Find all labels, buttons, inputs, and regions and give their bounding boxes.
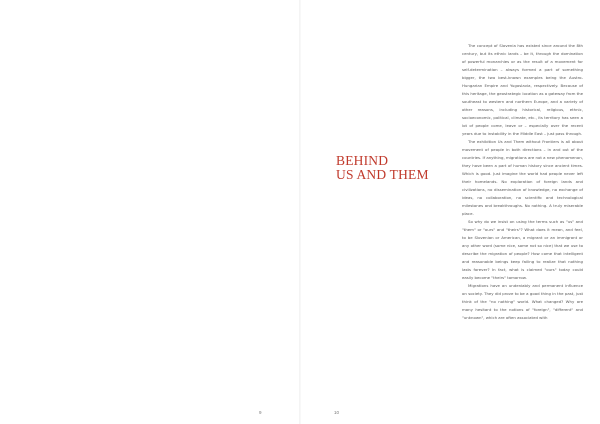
- page-number-left: 9: [259, 410, 262, 415]
- paragraph: The exhibition Us and Them without Frontiers is all about movement of people in both directions – in and out of the countries. If anything, migrations are not a new phenomenon, they have been a part of human history since ancient times. Which is good. Just imagine the world had people never left their homelands. No exploration of foreign lands and civilizations, no dissemination of knowledge, no exchange of ideas, no collaboration, no scientific and technological milestones and breakthroughs. No nothing. A truly miserable place.: [462, 139, 583, 216]
- body-text: [462, 42, 583, 322]
- section-title: [336, 154, 446, 182]
- title-line-1: BEHIND: [336, 153, 389, 168]
- title-line-2: US AND THEM: [336, 167, 429, 182]
- page-gutter: [299, 0, 301, 424]
- paragraph: So why do we insist on using the terms such as "us" and "them" or "ours" and "theirs"? What does it mean, and feel, to be Slovenian or American, a migrant or an immigrant or any other word (some nice, some not so nice) that we use to describe the migration of people? How come that intelligent and reasonable beings keep failing to realize that nothing lasts forever? In fact, what is claimed "ours" today could easily become "theirs" tomorrow.: [462, 219, 583, 280]
- paragraph: Migrations have an undeniably and permanent influence on society. They did prove to be a good thing in the past, just think of the "no nothing" world. What changed? Why are many hesitant to the notions of "foreign", "different" and "unknown", which are often associated with: [462, 283, 583, 320]
- page-number-right: 10: [334, 410, 340, 415]
- paragraph: The concept of Slovenia has existed since around the 8th century, but its ethnic lands – be it, through the domination of powerful monarchies or as the result of a movement for self-determination – always formed a part of something bigger, the two best-known examples being the Austro-Hungarian Empire and Yugoslavia, respectively. Because of this heritage, the geostrategic location as a gateway from the southeast to western and northern Europe, and a variety of other reasons, including historical, religious, ethnic, socioeconomic, political, climate, etc., its territory has seen a lot of people come, leave or – especially over the recent years due to instability in the Middle East – just pass through.: [462, 43, 583, 136]
